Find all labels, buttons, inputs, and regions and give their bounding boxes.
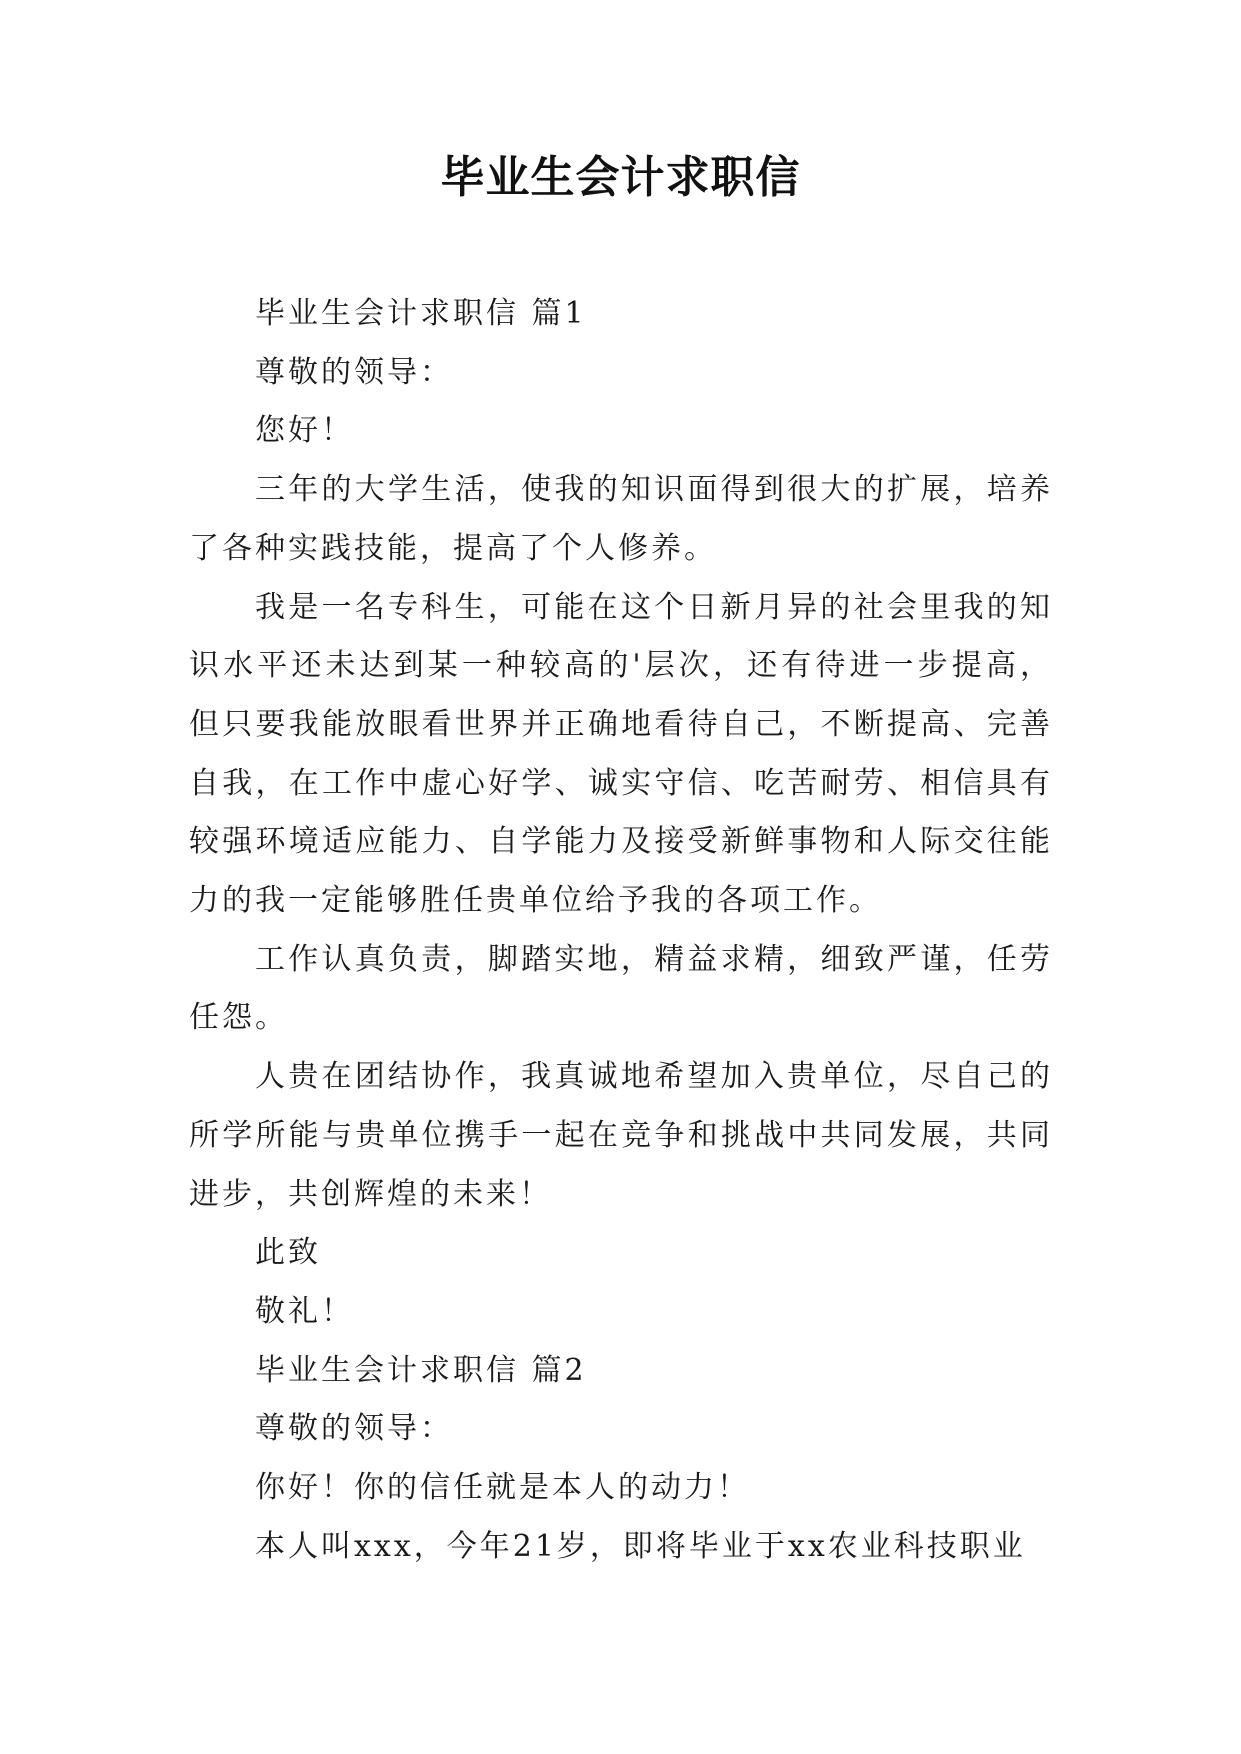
paragraph: 我是一名专科生，可能在这个日新月异的社会里我的知识水平还未达到某一种较高的'层次，还有待进一步提高，但只要我能放眼看世界并正确地看待自己，不断提高、完善自我，在工作中虚心好学、诚实守信、吃苦耐劳、相信具有较强环境适应能力、自学能力及接受新鲜事物和人际交往能力的我一定能够胜任贵单位给予我的各项工作。 — [189, 589, 1053, 919]
closing-regards: 敬礼！ — [255, 1293, 354, 1329]
salutation: 尊敬的领导： — [255, 354, 453, 390]
greeting: 您好！ — [255, 413, 354, 449]
paragraph: 工作认真负责，脚踏实地，精益求精，细致严谨，任劳任怨。 — [189, 941, 1053, 1036]
greeting: 你好！你的信任就是本人的动力！ — [255, 1470, 750, 1506]
document-body — [189, 285, 1053, 1576]
document-title: 毕业生会计求职信 — [440, 152, 801, 203]
paragraph: 本人叫xxx，今年21岁，即将毕业于xx农业科技职业 — [255, 1528, 1026, 1564]
section-heading-1: 毕业生会计求职信 篇1 — [255, 296, 587, 331]
closing-line: 此致 — [255, 1235, 321, 1271]
paragraph: 人贵在团结协作，我真诚地希望加入贵单位，尽自己的所学所能与贵单位携手一起在竞争和挑战中共同发展，共同进步，共创辉煌的未来！ — [189, 1059, 1053, 1212]
paragraph: 三年的大学生活，使我的知识面得到很大的扩展，培养了各种实践技能，提高了个人修养。 — [189, 472, 1053, 566]
salutation: 尊敬的领导： — [255, 1411, 453, 1447]
section-heading-2: 毕业生会计求职信 篇2 — [255, 1352, 587, 1388]
